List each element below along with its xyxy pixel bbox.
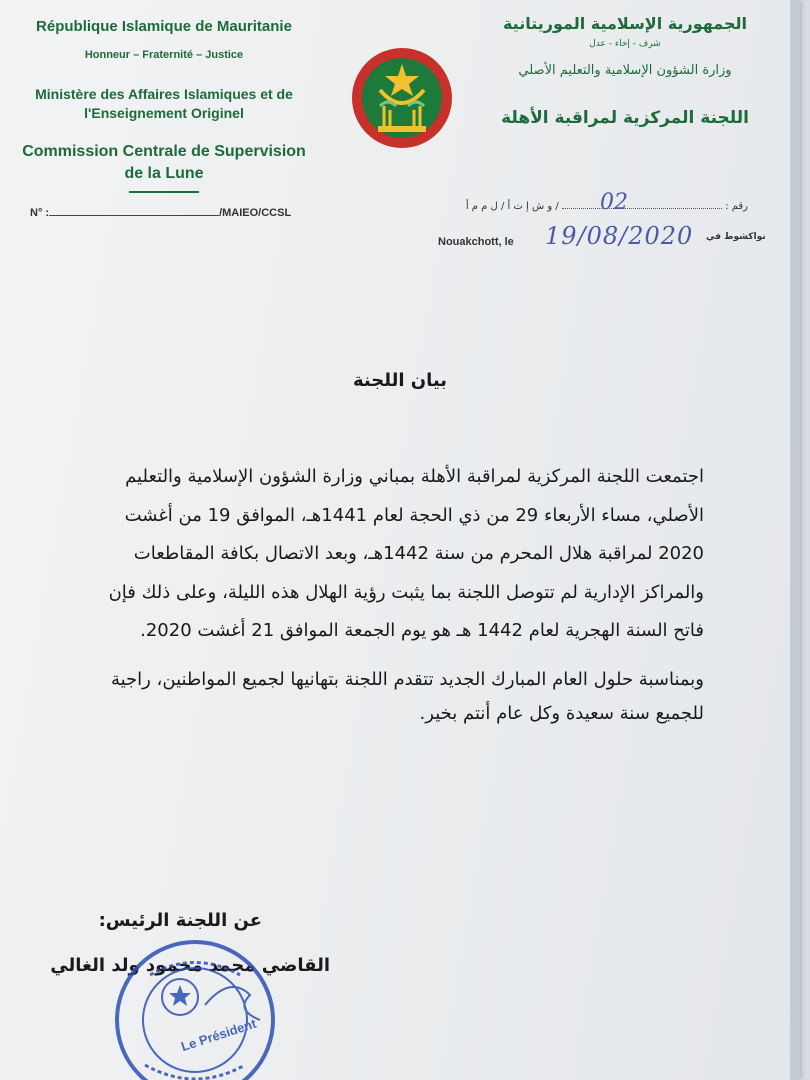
ref-fr-suffix: /MAIEO/CCSL: [219, 207, 292, 219]
ar-commission: اللجنة المركزية لمراقبة الأهلة: [501, 108, 749, 128]
official-stamp-icon: [110, 935, 280, 1080]
ref-fr-blank: [49, 205, 219, 216]
reference-line-fr: [30, 205, 291, 219]
ar-motto: شرف - إخاء - عدل: [589, 39, 661, 49]
fr-motto: Honneur – Fraternité – Justice: [84, 49, 244, 61]
page-edge: [790, 0, 800, 1080]
ref-ar-blank: [562, 200, 722, 209]
signature-title: عن اللجنة الرئيس:: [98, 910, 262, 931]
ref-ar-label: رقم :: [725, 201, 748, 212]
body-paragraph-2: وبمناسبة حلول العام المبارك الجديد تتقدم اللجنة بتهانيها لجميع المواطنين، راجية للجميع سنة سعيدة وكل عام أنتم بخير.: [110, 668, 704, 724]
letterhead-french: [14, 16, 314, 193]
document-body: [94, 458, 704, 731]
date-label-ar: نواكشوط في: [706, 232, 766, 242]
stamp-caption: Le Président: [179, 1015, 259, 1055]
fr-ministry: Ministère des Affaires Islamiques et de l'Enseignement Originel: [35, 86, 293, 121]
ar-republic-name: الجمهورية الإسلامية الموريتانية: [502, 14, 748, 33]
date-handwritten: 19/08/2020: [545, 222, 694, 250]
ref-fr-label: N° :: [30, 207, 50, 219]
document-heading: بيان اللجنة: [352, 370, 447, 391]
fr-commission: Commission Centrale de Supervision de la Lune: [22, 143, 306, 182]
fr-republic-name: République Islamique de Mauritanie: [36, 18, 292, 35]
reference-number-handwritten: 02: [600, 190, 628, 215]
date-label-fr: Nouakchott, le: [438, 236, 514, 248]
ref-ar-suffix: / و ش إ ت أ / ل م م أ: [465, 201, 559, 212]
fr-divider: [129, 191, 199, 193]
signature-name: القاضي محمد محمود ولد الغالي: [50, 955, 330, 976]
body-paragraph-1: اجتمعت اللجنة المركزية لمراقبة الأهلة بمباني وزارة الشؤون الإسلامية والتعليم الأصلي، مساء الأربعاء 29 من ذي الحجة لعام 1441هـ، الموافق 19 من أغشت 2020 لمراقبة هلال المحرم من سنة 1442هـ، وبعد الاتصال بكافة المقاطعات والمراكز الإدارية لم تتوصل اللجنة بما يثبت رؤية الهلال هذه الليلة، وعلى ذلك فإن فاتح السنة الهجرية لعام 1442 هـ هو يوم الجمعة الموافق 21 أغشت 2020.: [108, 466, 704, 641]
letterhead-arabic: [480, 14, 770, 128]
ar-ministry: وزارة الشؤون الإسلامية والتعليم الأصلي: [518, 63, 732, 78]
national-seal-icon: [350, 46, 454, 150]
